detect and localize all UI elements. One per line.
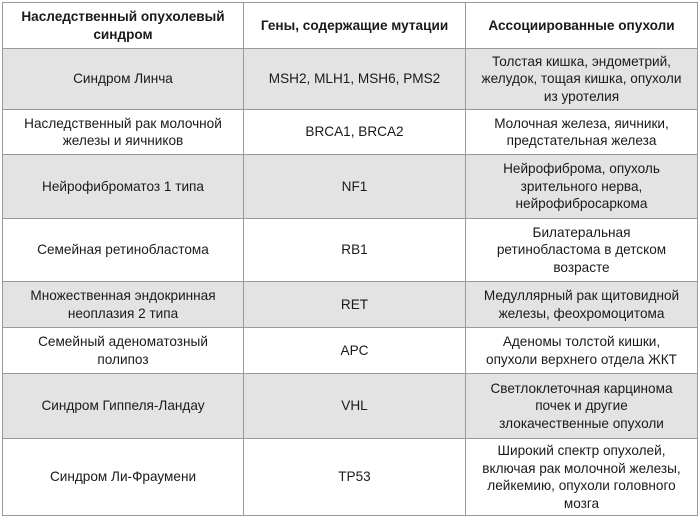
syndrome-cell: Синдром Линча bbox=[3, 49, 244, 110]
table-row bbox=[3, 374, 698, 439]
genes-cell: APC bbox=[244, 328, 466, 374]
syndrome-cell: Семейная ретинобластома bbox=[3, 219, 244, 282]
syndromes-table bbox=[2, 2, 698, 516]
table-row bbox=[3, 439, 698, 516]
header-genes: Гены, содержащие мутации bbox=[244, 3, 466, 49]
header-syndrome: Наследственный опухолевый синдром bbox=[3, 3, 244, 49]
tumors-cell: Толстая кишка, эндометрий, желудок, тощая кишка, опухоли из уротелия bbox=[466, 49, 698, 110]
tumors-cell: Широкий спектр опухолей, включая рак молочной железы, лейкемию, опухоли головного мозга bbox=[466, 439, 698, 516]
header-tumors: Ассоциированные опухоли bbox=[466, 3, 698, 49]
genes-cell: TP53 bbox=[244, 439, 466, 516]
tumors-cell: Нейрофиброма, опухоль зрительного нерва, нейрофибросаркома bbox=[466, 155, 698, 219]
genes-cell: BRCA1, BRCA2 bbox=[244, 110, 466, 155]
tumors-cell: Билатеральная ретинобластома в детском возрасте bbox=[466, 219, 698, 282]
table-row bbox=[3, 155, 698, 219]
genes-cell: VHL bbox=[244, 374, 466, 439]
header-row bbox=[3, 3, 698, 49]
table-row bbox=[3, 219, 698, 282]
tumors-cell: Аденомы толстой кишки, опухоли верхнего отдела ЖКТ bbox=[466, 328, 698, 374]
tumors-cell: Молочная железа, яичники, предстательная железа bbox=[466, 110, 698, 155]
genes-cell: NF1 bbox=[244, 155, 466, 219]
tumors-cell: Светлоклеточная карцинома почек и другие злокачественные опухоли bbox=[466, 374, 698, 439]
table-row bbox=[3, 49, 698, 110]
table-row bbox=[3, 282, 698, 328]
genes-cell: RET bbox=[244, 282, 466, 328]
table-row bbox=[3, 110, 698, 155]
syndrome-cell: Синдром Гиппеля-Ландау bbox=[3, 374, 244, 439]
genes-cell: MSH2, MLH1, MSH6, PMS2 bbox=[244, 49, 466, 110]
syndrome-cell: Наследственный рак молочной железы и яичников bbox=[3, 110, 244, 155]
table-row bbox=[3, 328, 698, 374]
tumors-cell: Медуллярный рак щитовидной железы, феохромоцитома bbox=[466, 282, 698, 328]
syndrome-cell: Семейный аденоматозный полипоз bbox=[3, 328, 244, 374]
syndrome-cell: Множественная эндокринная неоплазия 2 типа bbox=[3, 282, 244, 328]
genes-cell: RB1 bbox=[244, 219, 466, 282]
syndrome-cell: Нейрофиброматоз 1 типа bbox=[3, 155, 244, 219]
syndrome-cell: Синдром Ли-Фраумени bbox=[3, 439, 244, 516]
